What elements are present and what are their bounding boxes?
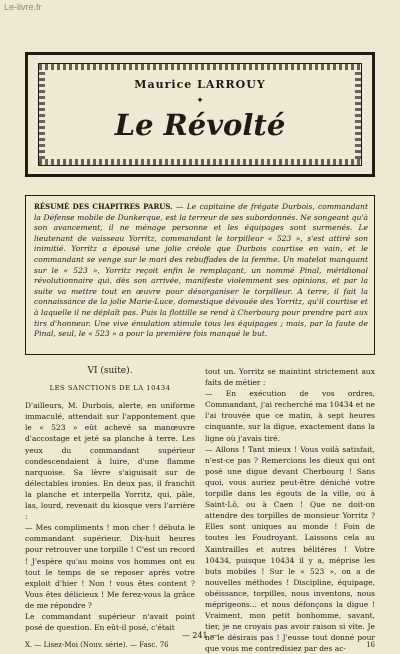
summary-body: — Le capitaine de frégate Durbois, commandant la Défense mobile de Dunkerque, est la terreur de ses subordonnés. Ne songeant qu'à son avancement, il ne ménage personne et les équipages sont surmenés. Le lieutenant de vaisseau Yorritz, commandant le torpilleur « 523 », s'est attiré son inimitié. Yorritz a épousé une jolie créole que Durbois courtise en vain, et le commandant se venge sur le mari des rebuffades de la femme. Un matelot manquant sur le « 523 », Yorritz reçoit enfin le remplaçant, un nommé Pinal, méridional révolutionnaire qui, dès son arrivée, manifeste violemment ses opinions, et par la suite va mettre tout en œuvre pour désorganiser le torpilleur. A terre, il fait la connaissance de la jolie Marie-Luce, domestique dévouée des Yorritz, qu'il courtise et à laquelle il ne déplaît pas. Puis la flottille se rend à Cherbourg pour prendre part aux tirs d'honneur. Une vive émulation stimule tous les équipages ; mais, par la faute de Pinal, seul, le « 523 » a pour la première fois manqué le but.: [34, 202, 368, 339]
paragraph: Le commandant supérieur n'avait point posé de question. En eût-il posé, c'était: [25, 611, 195, 633]
paragraph: D'ailleurs, M. Durbois, alerte, en uniforme immaculé, attendait sur l'appontement que le « 523 » eût achevé sa manœuvre d'accostage et jeté sa planche à terre. Les yeux du commandant supérieur condescendaient à luire, d'une flamme narquoise. Sa lèvre s'aiguisait sur de délectables ironies. En deux pas, il franchit la planche et interpella Yorritz, qui, pâle, las, lourd, revenait du kiosque vers l'arrière :: [25, 401, 195, 522]
page-number: — 241 —: [181, 631, 219, 640]
paragraph: — Mes compliments ! mon cher ! débuta le commandant supérieur. Dix-huit heures pour retrouver une torpille ! C'est un record ! J'espère qu'au moins vos hommes ont eu tout le temps de se reposer après votre exploit d'hier ! Non ! vous êtes content ? Vous êtes délicieux ! Me ferez-vous la grâce de me répondre ?: [25, 523, 195, 610]
paragraph: — Allons ! Tant mieux ! Vous voilà satisfait, n'est-ce pas ? Remercions les dieux qui ont posé une digue devant Cherbourg ! Sans quoi, vous auriez peut-être déniché votre torpille dans les égouts de la ville, ou à Saint-Lô, ou à Caen ! Que ne doit-on attendre des torpilles de monsieur Yorritz ? Elles sont uniques au monde ! Foin de toutes les Foudroyant. Laissons cela au Xaintrailles et autres bélitéres ! Votre 10434, puisque 10434 il y a, méprise les buts mobiles ! Sur le « 523 », on a de nouvelles méthodes ! Discipline, équipage, obéissance, torpilles, nous inventons, nous méprigeons... et nous défonçons la digue ! Vraiment, mon petit bonhomme, savant, tier, je ne croyais pas avoir raison si vite. Je ne le désirais pas ! J'eusse tout donné pour que vous me contredisiez par des ac-: [205, 444, 375, 654]
section-subhead: LES SANCTIONS DE LA 10434: [49, 384, 171, 393]
banner-inner-frame: [38, 63, 362, 166]
paragraph: tout un. Yorritz se maintint strictement aux faits de métier :: [205, 367, 375, 388]
title-banner: [25, 52, 375, 177]
summary-box: [25, 195, 375, 355]
left-column: [25, 366, 195, 638]
author-name: Maurice LARROUY: [134, 78, 266, 91]
paragraph: — En exécution de vos ordres, Commandant, j'ai recherché ma 10434 et ne l'ai trouvée que ce matin, à sept heures cinquante, sur la digue, exactement dans la ligne où j'avais tiré.: [205, 389, 375, 443]
chapter-heading: VI (suite).: [87, 366, 133, 376]
page-footer: [25, 641, 375, 649]
summary-lead: RÉSUMÉ DES CHAPITRES PARUS.: [34, 202, 173, 211]
footer-signature: 16: [366, 641, 375, 649]
page-title: Le Révolté: [114, 108, 286, 142]
footer-publication: X. — Lisez-Moi (Nouv. série). — Fasc. 76: [25, 641, 169, 649]
watermark: Le-livre.fr: [4, 2, 42, 12]
ornament-icon: ✦: [196, 96, 204, 106]
